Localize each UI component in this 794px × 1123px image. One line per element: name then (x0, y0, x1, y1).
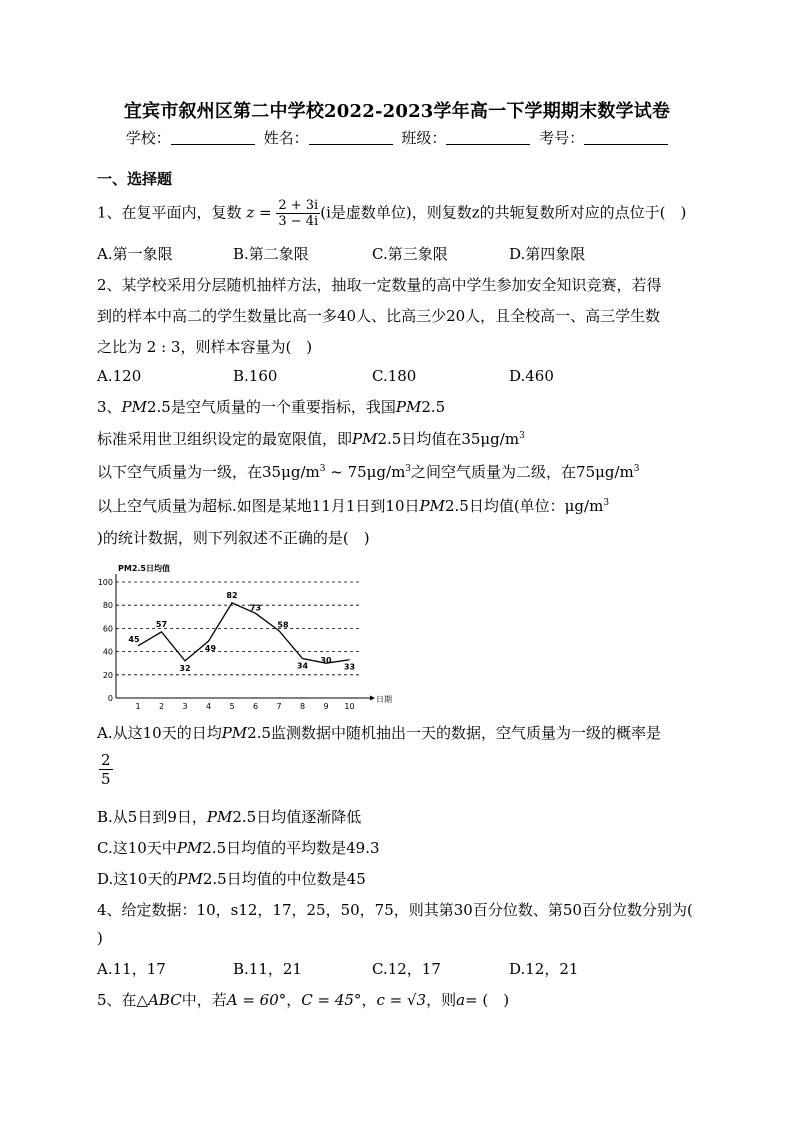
chart-title: PM2.5日均值 (118, 564, 170, 573)
page-title: 宜宾市叙州区第二中学校2022-2023学年高一下学期期末数学试卷 (123, 101, 671, 122)
data-label: 73 (249, 603, 262, 613)
q3-l3b: 之间空气质量为二级，在 (411, 463, 577, 481)
data-label: 33 (343, 662, 356, 672)
pm-number: 2.5 (147, 398, 171, 416)
q3-line-3 (97, 461, 640, 482)
q3-line-4 (97, 495, 609, 516)
q4-option-a: A.11，17 (97, 960, 166, 978)
q2-option-b: B.160 (233, 367, 278, 385)
pm-text: PM (395, 398, 422, 416)
q3-optA-den: 5 (101, 770, 111, 788)
school-label: 学校： (125, 129, 171, 147)
x-tick-label: 7 (276, 702, 282, 711)
q1-option-d: D.第四象限 (509, 245, 586, 263)
x-axis-arrow (370, 696, 375, 701)
exam-no-field (539, 127, 668, 148)
cube-sup: 3 (405, 464, 412, 474)
y-tick-label: 0 (107, 694, 113, 703)
q3-option-b (97, 806, 361, 827)
q5-b: 中，若 (181, 991, 227, 1009)
exam-no-blank (584, 130, 668, 145)
pm-text: PM (176, 839, 203, 857)
q5-c1: ， (286, 991, 302, 1009)
q3-l2b: 日均值在 (401, 430, 462, 448)
class-blank (446, 130, 530, 145)
q3-optA-a: A.从这10天的日均 (97, 724, 222, 742)
q1-option-b: B.第二象限 (233, 245, 309, 263)
q1-frac-den: 3 − 4i (278, 214, 319, 229)
data-label: 82 (226, 590, 238, 600)
value-75: 75μg/m (576, 463, 634, 481)
q1-option-a: A.第一象限 (97, 245, 173, 263)
q4-line-1: 4、给定数据：10，s12，17，25，50，75，则其第30百分位数、第50百分位数分别为( (97, 901, 693, 919)
q3-line-5: )的统计数据，则下列叙述不正确的是( ) (97, 529, 370, 547)
pm-number: 2.5 (202, 870, 227, 888)
q3-line-2 (97, 428, 525, 449)
x-axis-label: 日期 (376, 695, 392, 704)
q5-angle-a: A = 60° (226, 991, 287, 1009)
q2-line-3: 之比为 2 : 3，则样本容量为( ) (97, 338, 313, 356)
q2-option-c: C.180 (372, 367, 417, 385)
x-tick-label: 9 (323, 702, 329, 711)
q5-e: = ( ) (465, 991, 510, 1009)
class-label: 班级： (401, 129, 447, 147)
q3-optB-a: B.从5日到9日， (97, 808, 207, 826)
q1-stem (97, 198, 686, 229)
name-label: 姓名： (263, 129, 309, 147)
x-tick-label: 1 (135, 702, 141, 711)
x-tick-label: 3 (182, 702, 188, 711)
data-label: 49 (204, 644, 217, 654)
q3-l1b: 是空气质量的一个重要指标，我国 (170, 398, 396, 416)
q3-optD-a: D.这10天的 (97, 870, 178, 888)
q3-optC-b: 日均值的平均数是49.3 (226, 839, 380, 857)
data-label: 45 (128, 634, 140, 644)
value-35: 35μg/m (461, 430, 520, 448)
q3-optA-fraction (99, 751, 113, 788)
pm-text: PM (206, 808, 233, 826)
y-tick-label: 100 (97, 578, 113, 587)
x-tick-label: 4 (205, 702, 212, 711)
q3-option-a (97, 722, 661, 743)
q3-option-c (97, 837, 380, 858)
q2-option-d: D.460 (509, 367, 554, 385)
tilde: ~ (325, 463, 348, 481)
pm-text: PM (177, 870, 203, 888)
q3-optA-num: 2 (101, 751, 111, 769)
q3-optB-b: 日均值逐渐降低 (256, 808, 362, 826)
q1-z: z = (246, 203, 272, 222)
unit: μg/m (564, 497, 604, 515)
x-tick-label: 6 (252, 702, 259, 711)
q2-line-2: 到的样本中高二的学生数量比高一多40人、比高三少20人，且全校高一、高三学生数 (97, 307, 661, 325)
pm-number: 2.5 (247, 724, 272, 742)
y-tick-label: 60 (102, 624, 113, 634)
q4-option-d: D.12，21 (509, 960, 579, 978)
q4-option-b: B.11，21 (233, 960, 302, 978)
q3-option-d (97, 868, 366, 889)
chart-axes (116, 574, 375, 701)
x-tick-label: 2 (158, 702, 165, 711)
pm-text: PM (419, 497, 445, 515)
cube-sup: 3 (319, 464, 326, 474)
name-field (264, 127, 393, 148)
pm-text: PM (352, 430, 378, 448)
cube-sup: 3 (633, 464, 640, 474)
class-field (401, 127, 530, 148)
q5-a: 5、在 (97, 991, 137, 1009)
q3-l3a: 以下空气质量为一级，在 (97, 463, 263, 481)
q5-angle-c: C = 45° (301, 991, 362, 1009)
x-tick-label: 8 (299, 702, 306, 711)
data-label: 57 (155, 619, 168, 629)
pm-number: 2.5 (232, 808, 257, 826)
pm-text: PM (221, 724, 248, 742)
q1-option-c: C.第三象限 (372, 245, 448, 263)
q3-optA-b: 监测数据中随机抽出一天的数据，空气质量为一级的概率是 (271, 724, 662, 742)
pm-number: 2.5 (202, 839, 227, 857)
q1-fraction (276, 198, 320, 229)
pm25-line-chart (97, 561, 392, 711)
q5-side-a: a (456, 991, 466, 1009)
value-75: 75μg/m (347, 463, 406, 481)
q5-d: ，则 (426, 991, 457, 1009)
cube-sup: 3 (603, 498, 610, 508)
q3-number: 3、 (97, 398, 122, 416)
pm-number: 2.5 (421, 398, 446, 416)
q2-option-a: A.120 (97, 367, 142, 385)
data-label: 32 (179, 663, 191, 673)
cube-sup: 3 (519, 431, 525, 441)
q3-l4b: 日均值(单位： (468, 497, 565, 515)
data-label: 34 (296, 661, 309, 671)
chart-labels (98, 563, 392, 711)
q5-triangle: △ABC (136, 991, 182, 1009)
q5-c2: ， (361, 991, 377, 1009)
school-blank (171, 130, 255, 145)
q3-l2a: 标准采用世卫组织设定的最宽限值，即 (97, 430, 353, 448)
q3-optD-b: 日均值的中位数是45 (226, 870, 366, 888)
school-field (126, 127, 255, 148)
y-tick-label: 80 (102, 601, 113, 611)
x-tick-label: 5 (229, 702, 235, 711)
q5-side-c: c = √3 (376, 991, 427, 1009)
q1-suffix: (i是虚数单位)，则复数z的共轭复数所对应的点位于( ) (320, 203, 687, 222)
data-label: 30 (320, 656, 332, 666)
exam-no-label: 考号： (539, 129, 585, 147)
q1-prefix: 1、在复平面内，复数 (97, 203, 242, 222)
q5-stem (97, 989, 509, 1010)
y-tick-label: 20 (102, 670, 113, 680)
q3-l4a: 以上空气质量为超标.如图是某地11月1日到10日 (97, 497, 420, 515)
x-tick-label: 10 (344, 702, 355, 711)
y-tick-label: 40 (102, 647, 113, 657)
q1-frac-num: 2 + 3i (278, 198, 319, 213)
q4-option-c: C.12，17 (372, 960, 441, 978)
q4-line-2: ) (97, 929, 103, 947)
section-heading: 一、选择题 (97, 170, 173, 188)
name-blank (309, 130, 393, 145)
q3-line-1 (97, 396, 445, 417)
value-35: 35μg/m (262, 463, 320, 481)
pm-text: PM (121, 398, 147, 416)
q3-optC-a: C.这10天中 (97, 839, 177, 857)
q2-line-1: 2、某学校采用分层随机抽样方法，抽取一定数量的高中学生参加安全知识竞赛，若得 (97, 276, 662, 294)
pm-number: 2.5 (377, 430, 402, 448)
pm-number: 2.5 (444, 497, 469, 515)
data-label: 58 (277, 620, 289, 630)
student-info-row (0, 127, 794, 148)
